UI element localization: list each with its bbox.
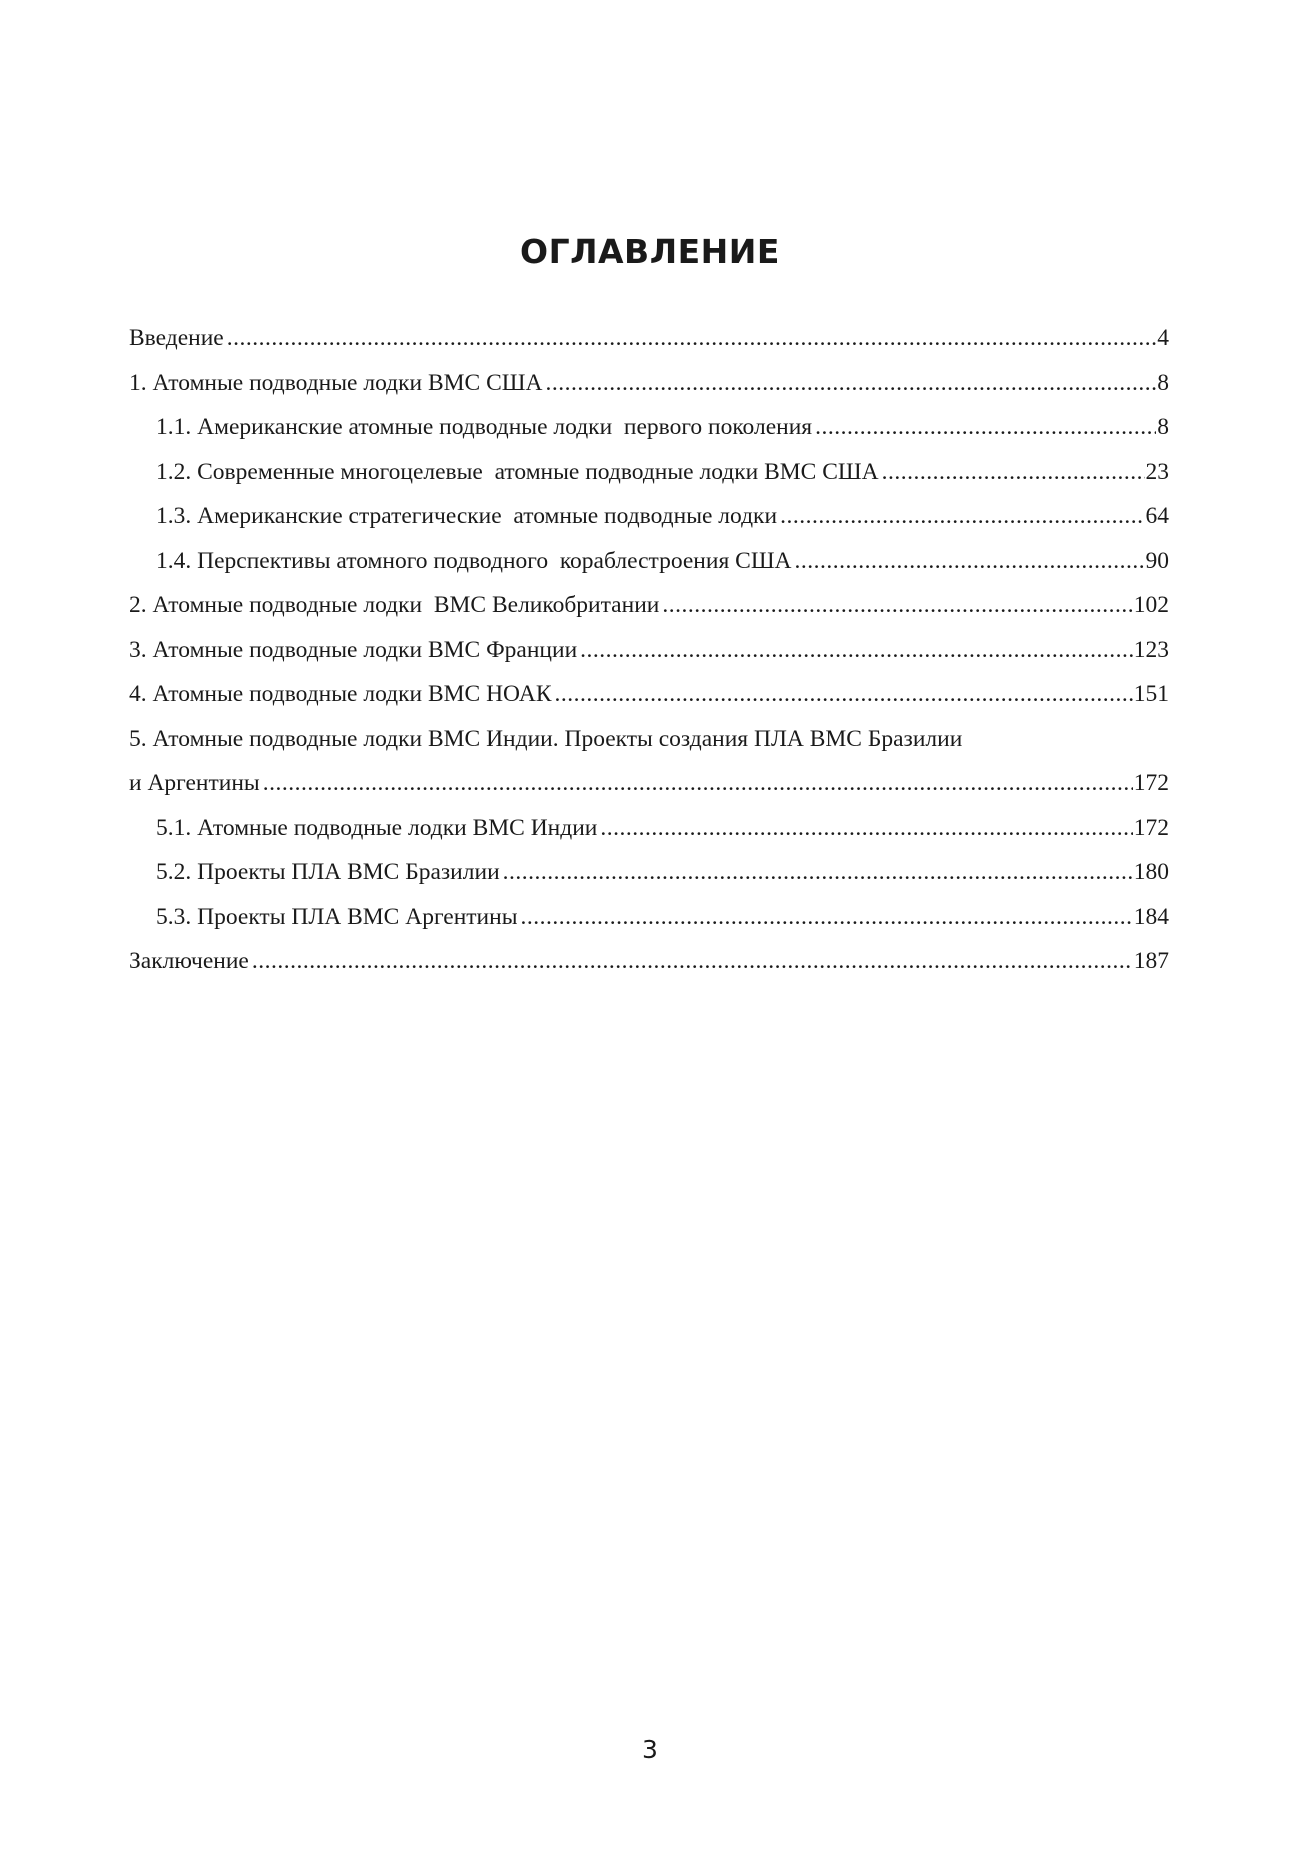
toc-entry-introduction[interactable] bbox=[129, 316, 1169, 361]
toc-entry-label: 4. Атомные подводные лодки ВМС НОАК bbox=[129, 681, 552, 707]
toc-entry-page: 102 bbox=[1133, 592, 1169, 618]
toc-entry-section-1-2[interactable] bbox=[129, 450, 1169, 495]
toc-entry-label: 1.3. Американские стратегические атомные подводные лодки bbox=[156, 503, 778, 529]
toc-entry-page: 187 bbox=[1133, 948, 1169, 974]
toc-leader-dots bbox=[555, 672, 1133, 717]
toc-entry-section-5-3[interactable] bbox=[129, 895, 1169, 940]
toc-entry-label: 2. Атомные подводные лодки ВМС Великобритании bbox=[129, 592, 660, 618]
toc-entry-section-5-1[interactable] bbox=[129, 806, 1169, 851]
toc-entry-label: 1.4. Перспективы атомного подводного кораблестроения США bbox=[156, 547, 792, 574]
toc-entry-section-1-3[interactable] bbox=[129, 494, 1169, 539]
toc-entry-section-1-4[interactable] bbox=[129, 539, 1169, 584]
toc-entry-page: 184 bbox=[1133, 903, 1169, 930]
toc-entry-page: 4 bbox=[1157, 325, 1169, 351]
toc-entry-section-1-1[interactable] bbox=[129, 405, 1169, 450]
toc-leader-dots bbox=[227, 316, 1157, 361]
toc-entry-conclusion[interactable] bbox=[129, 939, 1169, 984]
toc-entry-section-5-2[interactable] bbox=[129, 850, 1169, 895]
toc-entry-chapter-1[interactable] bbox=[129, 361, 1169, 406]
toc-entry-chapter-3[interactable] bbox=[129, 628, 1169, 673]
toc-entry-label: Введение bbox=[129, 325, 224, 351]
toc-entry-page: 8 bbox=[1157, 414, 1169, 440]
page-number: 3 bbox=[642, 1735, 658, 1764]
toc-entry-label: 1.2. Современные многоцелевые атомные подводные лодки ВМС США bbox=[156, 458, 879, 485]
toc-entry-label: 5.3. Проекты ПЛА ВМС Аргентины bbox=[156, 903, 518, 930]
toc-leader-dots bbox=[815, 405, 1156, 450]
toc-leader-dots bbox=[662, 583, 1132, 628]
toc-leader-dots bbox=[795, 539, 1145, 584]
toc-entry-label-line-1: 5. Атомные подводные лодки ВМС Индии. Проекты создания ПЛА ВМС Бразилии bbox=[129, 725, 963, 752]
toc-entry-label: 5.2. Проекты ПЛА ВМС Бразилии bbox=[156, 859, 500, 885]
toc-leader-dots bbox=[521, 895, 1133, 940]
toc-entry-page: 123 bbox=[1133, 636, 1169, 663]
toc-entry-page: 151 bbox=[1133, 681, 1169, 707]
toc-leader-dots bbox=[600, 806, 1132, 851]
toc-entry-page: 180 bbox=[1133, 859, 1169, 885]
toc-leader-dots bbox=[580, 628, 1133, 673]
toc-entry-label: 1. Атомные подводные лодки ВМС США bbox=[129, 369, 543, 396]
toc-entry-page: 64 bbox=[1145, 503, 1169, 529]
toc-entry-label: 5.1. Атомные подводные лодки ВМС Индии bbox=[156, 814, 598, 841]
toc-entry-chapter-5[interactable] bbox=[129, 717, 1169, 806]
page-title: ОГЛАВЛЕНИЕ bbox=[520, 232, 780, 271]
table-of-contents bbox=[129, 316, 1169, 984]
toc-leader-dots bbox=[252, 939, 1133, 984]
toc-entry-continuation bbox=[129, 761, 1169, 806]
toc-entry-label: 1.1. Американские атомные подводные лодки первого поколения bbox=[156, 414, 813, 440]
toc-leader-dots bbox=[882, 450, 1145, 495]
toc-entry-page: 90 bbox=[1145, 547, 1169, 574]
toc-leader-dots bbox=[263, 761, 1133, 806]
toc-entry-page: 172 bbox=[1133, 814, 1169, 841]
toc-leader-dots bbox=[503, 850, 1133, 895]
toc-leader-dots bbox=[545, 361, 1156, 406]
toc-entry-label-line-2: и Аргентины bbox=[129, 770, 260, 796]
toc-leader-dots bbox=[780, 494, 1144, 539]
toc-entry-page: 8 bbox=[1157, 369, 1169, 396]
toc-entry-label: Заключение bbox=[129, 948, 249, 974]
toc-entry-chapter-4[interactable] bbox=[129, 672, 1169, 717]
toc-entry-label: 3. Атомные подводные лодки ВМС Франции bbox=[129, 636, 578, 663]
toc-entry-page: 23 bbox=[1145, 458, 1169, 485]
toc-entry-chapter-2[interactable] bbox=[129, 583, 1169, 628]
toc-entry-page: 172 bbox=[1133, 770, 1169, 796]
